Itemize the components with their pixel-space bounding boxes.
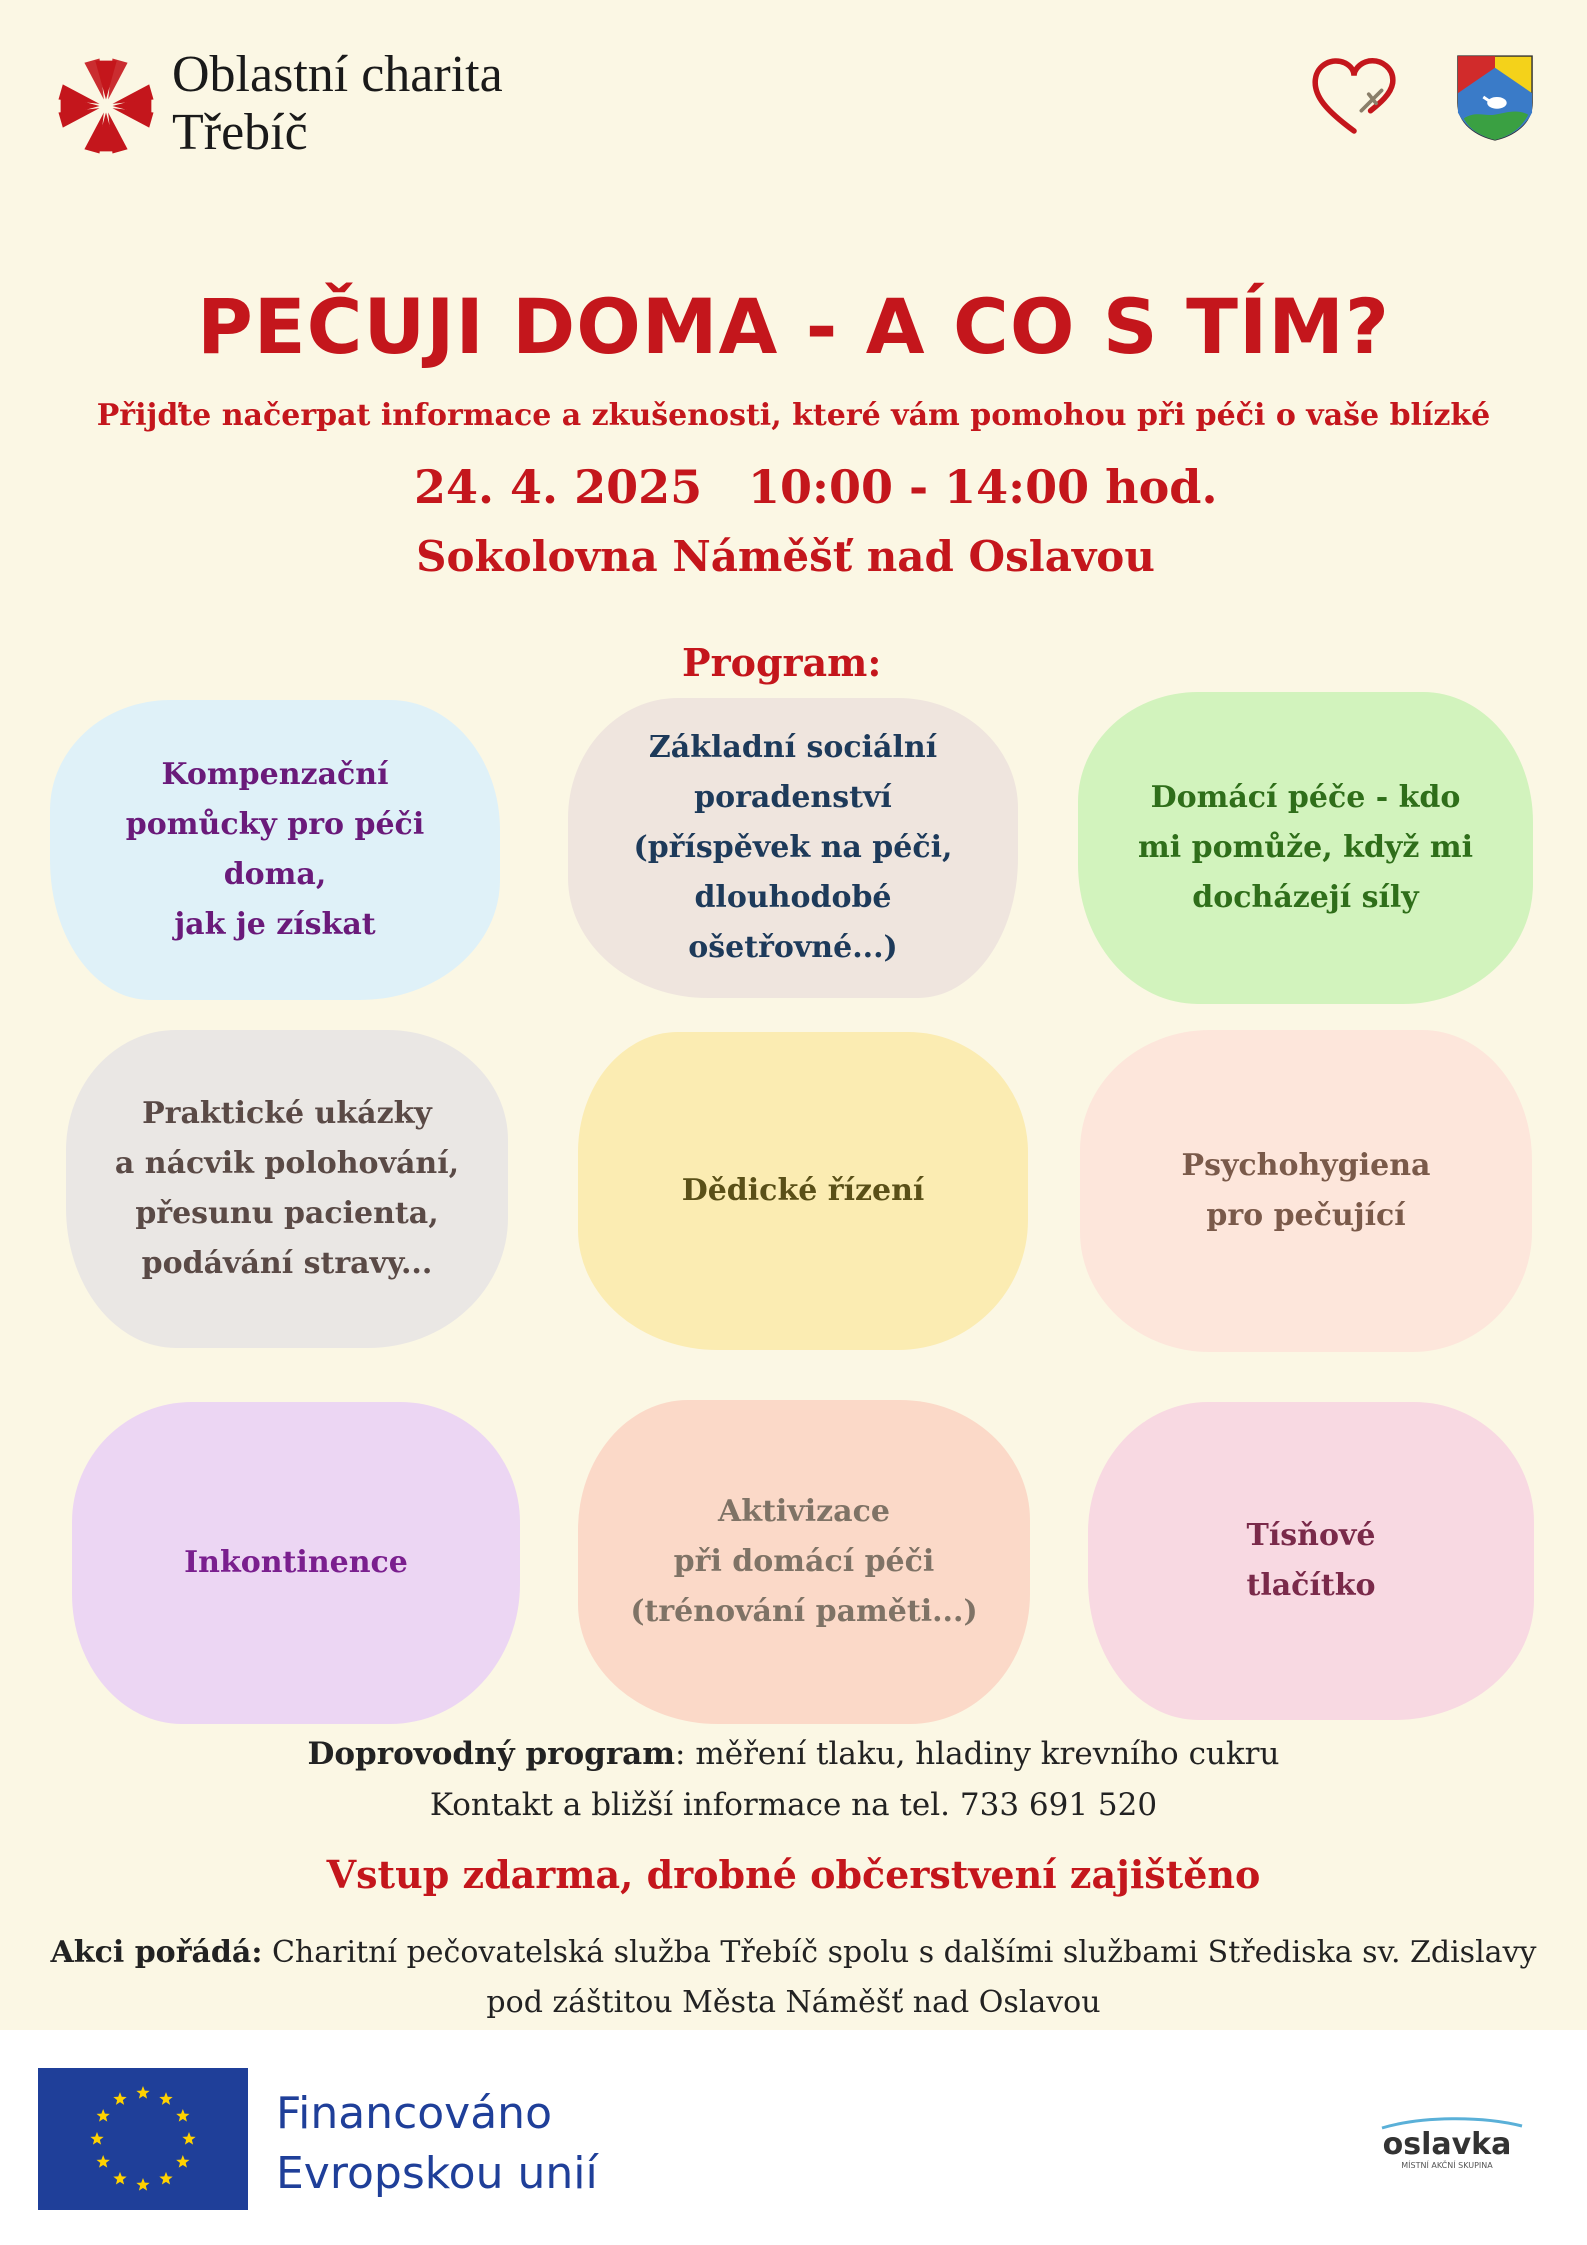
organizer-line2: pod záštitou Města Náměšť nad Oslavou	[486, 1985, 1101, 2020]
program-item-text: Dědické řízení	[681, 1173, 925, 1208]
program-item-aktivizace	[578, 1400, 1030, 1724]
program-item-text: Domácí péče - kdo mi pomůže, když mi docházejí síly	[1138, 780, 1473, 915]
event-subtitle: Přijďte načerpat informace a zkušenosti, které vám pomohou při péči o vaše blízké	[96, 398, 1491, 433]
program-item-prakticke-ukazky	[66, 1030, 508, 1348]
free-entry-note: Vstup zdarma, drobné občerstvení zajištěno	[326, 1852, 1261, 1897]
program-item-domaci-pece	[1078, 692, 1533, 1004]
organizer-line1	[0, 1928, 1587, 1978]
charita-cross-logo	[52, 52, 160, 160]
event-time: 10:00 - 14:00 hod.	[748, 460, 1218, 514]
oslavka-logo	[1362, 2114, 1532, 2174]
venue-text: Sokolovna Náměšť nad Oslavou	[416, 532, 1155, 581]
accompanying-program	[0, 1736, 1587, 1772]
program-item-inkontinence	[72, 1402, 520, 1724]
accompany-text: : měření tlaku, hladiny krevního cukru	[675, 1736, 1280, 1772]
program-item-text: Psychohygiena pro pečující	[1181, 1148, 1431, 1233]
eu-line1: Financováno	[276, 2088, 552, 2139]
accompany-label: Doprovodný program	[307, 1736, 676, 1772]
org-name-line2: Třebíč	[172, 104, 308, 161]
program-item-kompenzacni-pomucky	[50, 700, 500, 1000]
eu-funding-label	[276, 2084, 598, 2204]
organization-name	[172, 46, 503, 162]
org-name-line1: Oblastní charita	[172, 46, 503, 103]
program-item-text: Tísňové tlačítko	[1246, 1518, 1376, 1603]
program-item-text: Kompenzační pomůcky pro péči doma, jak je získat	[125, 757, 425, 942]
eu-line2: Evropskou unií	[276, 2148, 598, 2199]
event-date: 24. 4. 2025	[414, 460, 703, 514]
organizer-text: Charitní pečovatelská služba Třebíč spolu s dalšími službami Střediska sv. Zdislavy	[262, 1935, 1537, 1970]
heart-cross-logo	[1308, 48, 1400, 144]
program-item-text: Praktické ukázky a nácvik polohování, přesunu pacienta, podávání stravy...	[114, 1096, 460, 1281]
eu-flag-icon	[38, 2068, 248, 2210]
program-item-tisnove-tlacitko	[1088, 1402, 1534, 1720]
event-venue	[0, 532, 1587, 581]
oslavka-subtitle: MÍSTNÍ AKČNÍ SKUPINA	[1401, 2161, 1493, 2170]
program-heading: Program:	[682, 640, 882, 685]
organizer-info	[0, 1928, 1587, 2028]
program-item-psychohygiena	[1080, 1030, 1532, 1352]
coat-of-arms	[1456, 54, 1534, 142]
program-item-text: Základní sociální poradenství (příspěvek na péči, dlouhodobé ošetřovné...)	[633, 730, 953, 965]
event-title: PEČUJI DOMA - A CO S TÍM?	[197, 282, 1390, 371]
program-item-text: Aktivizace při domácí péči (trénování paměti...)	[630, 1494, 978, 1629]
contact-info: Kontakt a bližší informace na tel. 733 691 520	[429, 1787, 1158, 1823]
program-item-text: Inkontinence	[184, 1545, 408, 1580]
organizer-label: Akci pořádá:	[50, 1935, 263, 1970]
oslavka-wordmark: oslavka	[1382, 2127, 1512, 2162]
program-item-dedicke-rizeni	[578, 1032, 1028, 1350]
program-item-socialni-poradenstvi	[568, 698, 1018, 998]
